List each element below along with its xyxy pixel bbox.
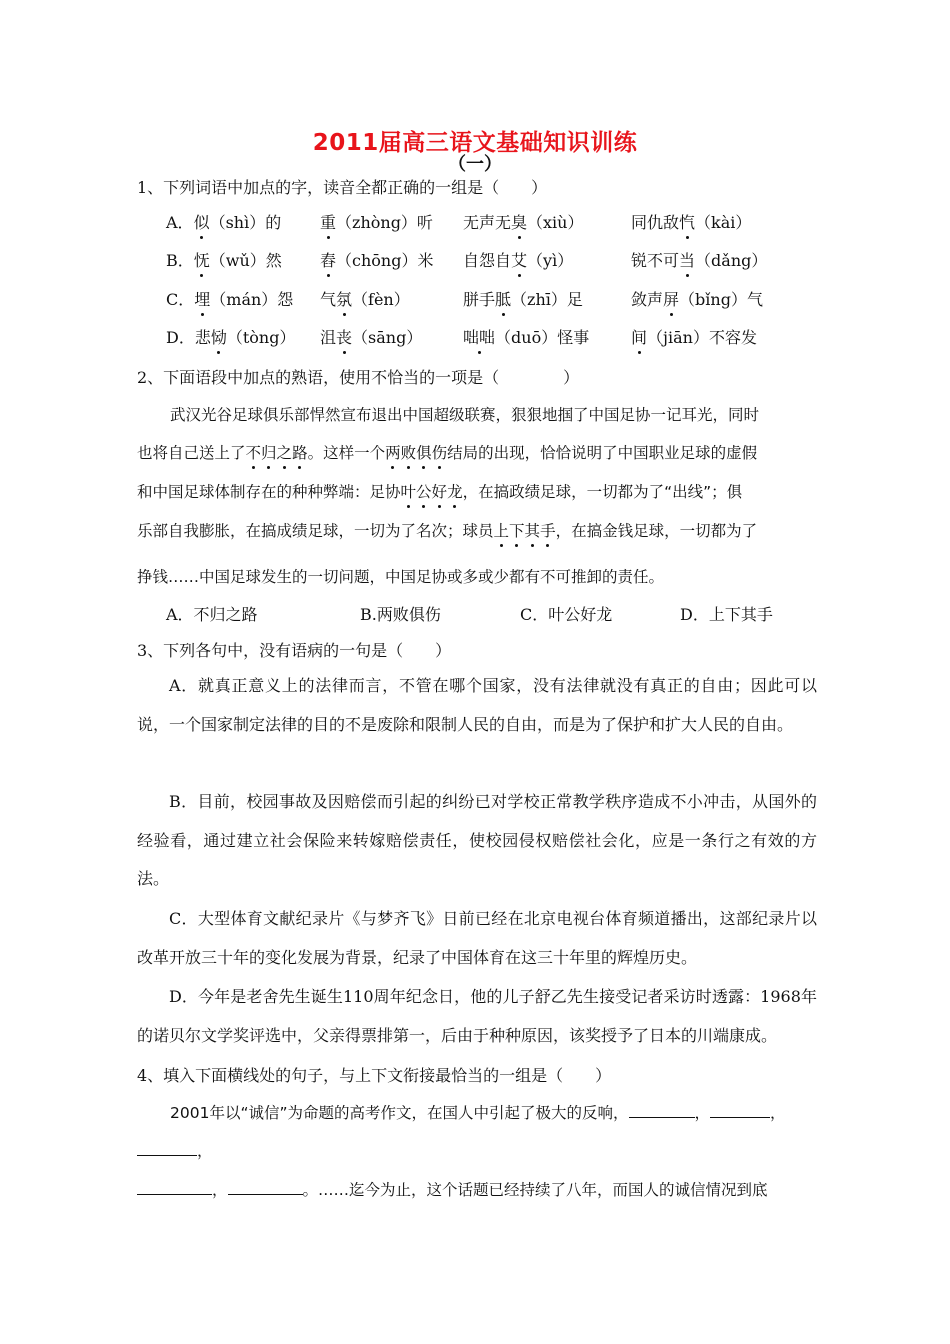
q2-passage-line-5: 挣钱……中国足球发生的一切问题，中国足协或多或少都有不可推卸的责任。	[137, 568, 665, 586]
q2-option-a: A．不归之路	[166, 605, 258, 624]
q3-option-c	[137, 900, 817, 977]
q1-a-2: 重（zhòng）听	[320, 213, 433, 232]
q1-a-3: 无声无臭（xiù）	[463, 213, 584, 232]
q4-line-2	[137, 1140, 213, 1162]
document-title: 2011届高三语文基础知识训练	[312, 130, 638, 156]
q3-option-b-text: B．目前，校园事故及因赔偿而引起的纠纷已对学校正常教学秩序造成不小冲击，从国外的经验看，通过建立社会保险来转嫁赔偿责任，使校园侵权赔偿社会化，应是一条行之有效的方法。	[137, 792, 817, 888]
q1-b-4: 锐不可当（dǎng）	[631, 251, 768, 270]
q2-option-b: B.两败俱伤	[360, 605, 441, 624]
q1-b-2: 舂（chōng）米	[320, 251, 434, 270]
q2-passage-line-3: 和中国足球体制存在的种种弊端：足协叶公好龙，在搞政绩足球，一切都为了“出线”；俱	[137, 483, 743, 501]
q4-line-1-text: 2001年以“诚信”为命题的高考作文，在国人中引起了极大的反响，	[170, 1104, 629, 1122]
q1-a-4: 同仇敌忾（kài）	[631, 213, 752, 232]
q3-option-d-text: D．今年是老舍先生诞生110周年纪念日，他的儿子舒乙先生接受记者采访时透露：1968年的诺贝尔文学奖评选中，父亲得票排第一，后由于种种原因，该奖授予了日本的川端康成。	[137, 987, 817, 1045]
q1-b-1: B．怃（wǔ）然	[166, 251, 282, 270]
q4-stem: 4、填入下面横线处的句子，与上下文衔接最恰当的一组是（ ）	[137, 1066, 612, 1085]
q3-option-d	[137, 978, 817, 1055]
q3-option-c-text: C．大型体育文献纪录片《与梦齐飞》日前已经在北京电视台体育频道播出，这部纪录片以改革开放三十年的变化发展为背景，纪录了中国体育在这三十年里的辉煌历史。	[137, 909, 817, 967]
q1-stem: 1、下列词语中加点的字，读音全都正确的一组是（ ）	[137, 178, 548, 197]
q4-comma-4: ，	[212, 1181, 228, 1199]
q4-comma-2: ，	[770, 1104, 786, 1122]
q4-line-3	[137, 1179, 768, 1201]
q3-option-b	[137, 783, 817, 899]
q2-option-d: D．上下其手	[680, 605, 773, 624]
q1-c-4: 敛声屏（bǐng）气	[631, 290, 763, 309]
q4-blank-3[interactable]	[137, 1141, 197, 1156]
q1-c-1: C．埋（mán）怨	[166, 290, 294, 309]
q4-blank-1[interactable]	[629, 1103, 695, 1118]
q4-blank-5[interactable]	[228, 1180, 303, 1195]
q1-a-1: A．似（shì）的	[166, 213, 282, 232]
q3-stem: 3、下列各句中，没有语病的一句是（ ）	[137, 641, 452, 660]
q1-d-3: 咄咄（duō）怪事	[463, 328, 590, 347]
q4-blank-2[interactable]	[710, 1103, 770, 1118]
document-subtitle: （一）	[448, 154, 502, 175]
q3-option-a-text: A．就真正意义上的法律而言，不管在哪个国家，没有法律就没有真正的自由；因此可以说，一个国家制定法律的目的不是废除和限制人民的自由，而是为了保护和扩大人民的自由。	[137, 676, 817, 734]
q2-passage-line-1: 武汉光谷足球俱乐部悍然宣布退出中国超级联赛，狠狠地掴了中国足协一记耳光，同时	[170, 406, 760, 424]
q1-d-4: 间（jiān）不容发	[631, 328, 757, 347]
q4-line-3-text: 。……迄今为止，这个话题已经持续了八年，而国人的诚信情况到底	[302, 1181, 768, 1199]
q1-c-3: 胼手胝（zhī）足	[463, 290, 583, 309]
q1-b-3: 自怨自艾（yì）	[463, 251, 574, 270]
q4-comma-3: ，	[197, 1142, 213, 1160]
q3-option-a	[137, 667, 817, 744]
q4-blank-4[interactable]	[137, 1180, 212, 1195]
q2-passage-line-2: 也将自己送上了不归之路。这样一个两败俱伤结局的出现，恰恰说明了中国职业足球的虚假	[137, 444, 758, 462]
q1-c-2: 气氛（fèn）	[320, 290, 410, 309]
q1-d-2: 沮丧（sāng）	[320, 328, 423, 347]
q1-d-1: D．悲恸（tòng）	[166, 328, 296, 347]
q2-option-c: C．叶公好龙	[520, 605, 613, 624]
q2-stem: 2、下面语段中加点的熟语，使用不恰当的一项是（ ）	[137, 368, 580, 387]
q2-passage-line-4: 乐部自我膨胀，在搞成绩足球，一切为了名次；球员上下其手，在搞金钱足球，一切都为了	[137, 522, 758, 540]
q4-line-1	[170, 1102, 786, 1124]
q4-comma-1: ，	[694, 1104, 711, 1122]
